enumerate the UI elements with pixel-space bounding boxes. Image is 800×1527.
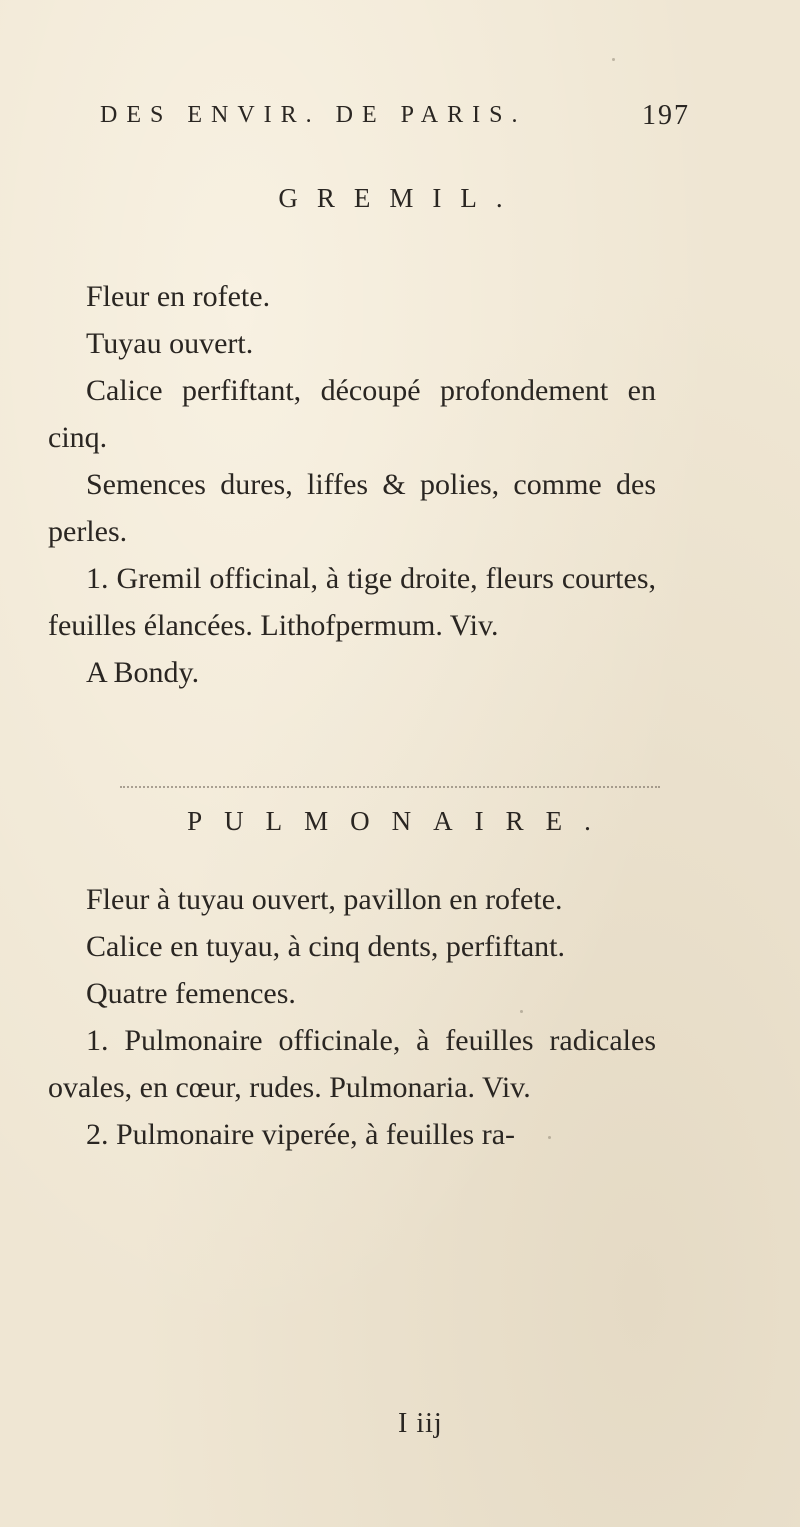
paper-speck — [612, 58, 615, 61]
paragraph: 1. Gremil officinal, à tige droite, fleurs courtes, feuilles élancées. Lithofpermum. Viv. — [48, 562, 656, 642]
signature-mark: I iij — [398, 1408, 443, 1439]
running-head-title: DES ENVIR. DE PARIS. — [100, 102, 527, 128]
paragraph: 2. Pulmonaire viperée, à feuilles ra- — [86, 1118, 515, 1151]
paragraph: Fleur en rofete. — [86, 280, 271, 313]
paragraph: Quatre femences. — [86, 977, 296, 1010]
page-number: 197 — [642, 100, 690, 131]
paragraph: Semences dures, liffes & polies, comme des perles. — [48, 468, 656, 548]
running-head — [100, 96, 690, 136]
paragraph: Calice en tuyau, à cinq dents, perfiftant. — [86, 930, 565, 963]
section-heading-gremil: GREMIL. — [278, 183, 522, 213]
ornament-rule — [120, 786, 660, 792]
paper-speck — [520, 1010, 523, 1013]
paper-speck — [548, 1136, 551, 1139]
paragraph: A Bondy. — [86, 656, 200, 689]
paragraph: Fleur à tuyau ouvert, pavillon en rofete. — [86, 883, 563, 916]
paragraph: 1. Pulmonaire officinale, à feuilles radicales ovales, en cœur, rudes. Pulmonaria. Viv. — [48, 1024, 656, 1104]
section-heading-pulmonaire: PULMONAIRE. — [187, 806, 613, 836]
section-body-gremil — [48, 273, 656, 696]
section-body-pulmonaire — [48, 876, 656, 1158]
paragraph: Tuyau ouvert. — [86, 327, 254, 360]
paragraph: Calice perfiftant, découpé profondement en cinq. — [48, 374, 656, 454]
